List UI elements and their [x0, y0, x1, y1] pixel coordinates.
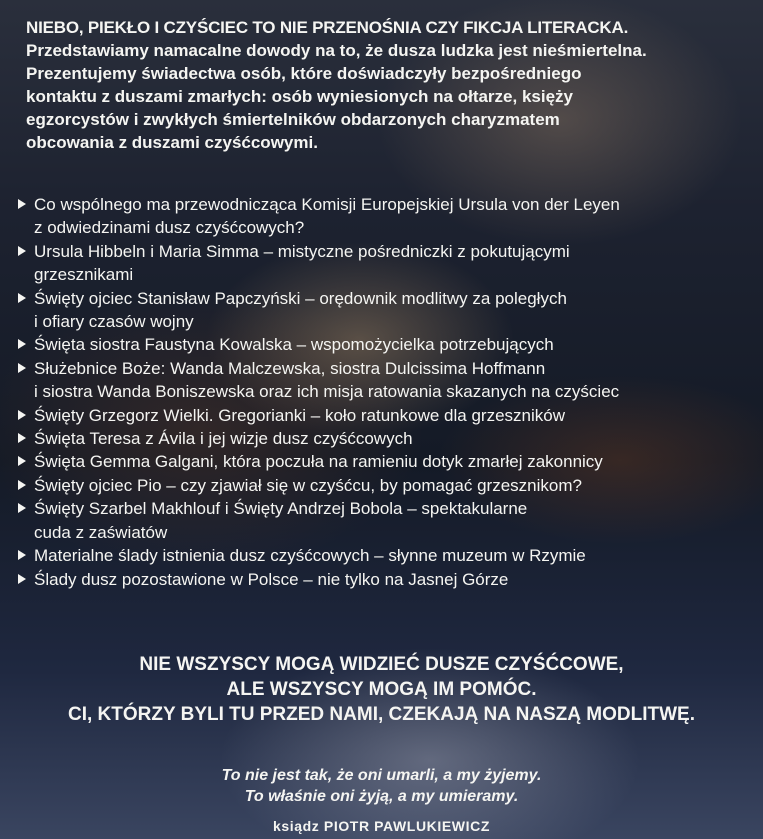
bullet-triangle-icon	[18, 574, 26, 584]
list-item-line: Ślady dusz pozostawione w Polsce – nie tylko na Jasnej Górze	[34, 569, 509, 589]
intro-line: obcowania z duszami czyśćcowymi.	[26, 133, 318, 152]
list-item	[18, 333, 749, 356]
list-item	[18, 497, 749, 544]
list-item-line: i ofiary czasów wojny	[34, 312, 194, 332]
bullet-triangle-icon	[18, 480, 26, 490]
list-item	[18, 357, 749, 404]
intro-line: kontaktu z duszami zmarłych: osób wyniesionych na ołtarze, księży	[26, 87, 573, 106]
list-item-line: Święty Grzegorz Wielki. Gregorianki – koło ratunkowe dla grzeszników	[34, 405, 565, 425]
headline: NIEBO, PIEKŁO I CZYŚCIEC TO NIE PRZENOŚNIA CZY FIKCJA LITERACKA.	[26, 18, 629, 37]
list-item	[18, 450, 749, 473]
list-item	[18, 427, 749, 450]
list-item-line: z odwiedzinami dusz czyśćcowych?	[34, 218, 305, 238]
list-item	[18, 193, 749, 240]
slogan-line: NIE WSZYSCY MOGĄ WIDZIEĆ DUSZE CZYŚĆCOWE,	[139, 654, 624, 675]
bullet-triangle-icon	[18, 503, 26, 513]
list-item-line: Święty Szarbel Makhlouf i Święty Andrzej Bobola – spektakularne	[34, 499, 528, 519]
intro-line: Przedstawiamy namacalne dowody na to, że dusza ludzka jest nieśmiertelna.	[26, 41, 647, 60]
list-item-line: Materialne ślady istnienia dusz czyśćcowych – słynne muzeum w Rzymie	[34, 546, 586, 566]
bullet-triangle-icon	[18, 339, 26, 349]
list-item	[18, 474, 749, 497]
list-item-line: grzesznikami	[34, 265, 134, 285]
bullet-triangle-icon	[18, 199, 26, 209]
slogan-line: CI, KTÓRZY BYLI TU PRZED NAMI, CZEKAJĄ NA NASZĄ MODLITWĘ.	[68, 704, 695, 725]
list-item-line: Święty ojciec Pio – czy zjawiał się w czyśćcu, by pomagać grzesznikom?	[34, 475, 582, 495]
bullet-triangle-icon	[18, 550, 26, 560]
list-item-line: i siostra Wanda Boniszewska oraz ich misja ratowania skazanych na czyściec	[34, 382, 620, 402]
bullet-triangle-icon	[18, 433, 26, 443]
quote-line: To nie jest tak, że oni umarli, a my żyjemy.	[221, 767, 542, 784]
intro-line: egzorcystów i zwykłych śmiertelników obdarzonych charyzmatem	[26, 110, 560, 129]
intro-text	[26, 16, 749, 154]
list-item-line: Święta Gemma Galgani, która poczuła na ramieniu dotyk zmarłej zakonnicy	[34, 452, 603, 472]
list-item	[18, 568, 749, 591]
bullet-triangle-icon	[18, 456, 26, 466]
list-item	[18, 287, 749, 334]
list-item-line: Święta siostra Faustyna Kowalska – wspomożycielka potrzebujących	[34, 335, 554, 355]
list-item	[18, 544, 749, 567]
list-item-line: cuda z zaświatów	[34, 522, 168, 542]
list-item	[18, 404, 749, 427]
quote-author: ksiądz PIOTR PAWLUKIEWICZ	[273, 818, 490, 834]
list-item-line: Święta Teresa z Ávila i jej wizje dusz czyśćcowych	[34, 429, 413, 449]
list-item-line: Święty ojciec Stanisław Papczyński – orędownik modlitwy za poległych	[34, 288, 567, 308]
bullet-triangle-icon	[18, 246, 26, 256]
list-item	[18, 240, 749, 287]
intro-line: Prezentujemy świadectwa osób, które doświadczyły bezpośredniego	[26, 64, 582, 83]
slogan	[0, 652, 763, 727]
bullet-triangle-icon	[18, 293, 26, 303]
quote	[0, 765, 763, 807]
list-item-line: Służebnice Boże: Wanda Malczewska, siostra Dulcissima Hoffmann	[34, 358, 546, 378]
slogan-line: ALE WSZYSCY MOGĄ IM POMÓC.	[226, 679, 537, 700]
quote-line: To właśnie oni żyją, a my umieramy.	[244, 788, 519, 805]
bullet-triangle-icon	[18, 363, 26, 373]
bullet-triangle-icon	[18, 410, 26, 420]
list-item-line: Ursula Hibbeln i Maria Simma – mistyczne pośredniczki z pokutującymi	[34, 241, 570, 261]
topics-list	[18, 193, 749, 591]
list-item-line: Co wspólnego ma przewodnicząca Komisji Europejskiej Ursula von der Leyen	[34, 195, 620, 214]
